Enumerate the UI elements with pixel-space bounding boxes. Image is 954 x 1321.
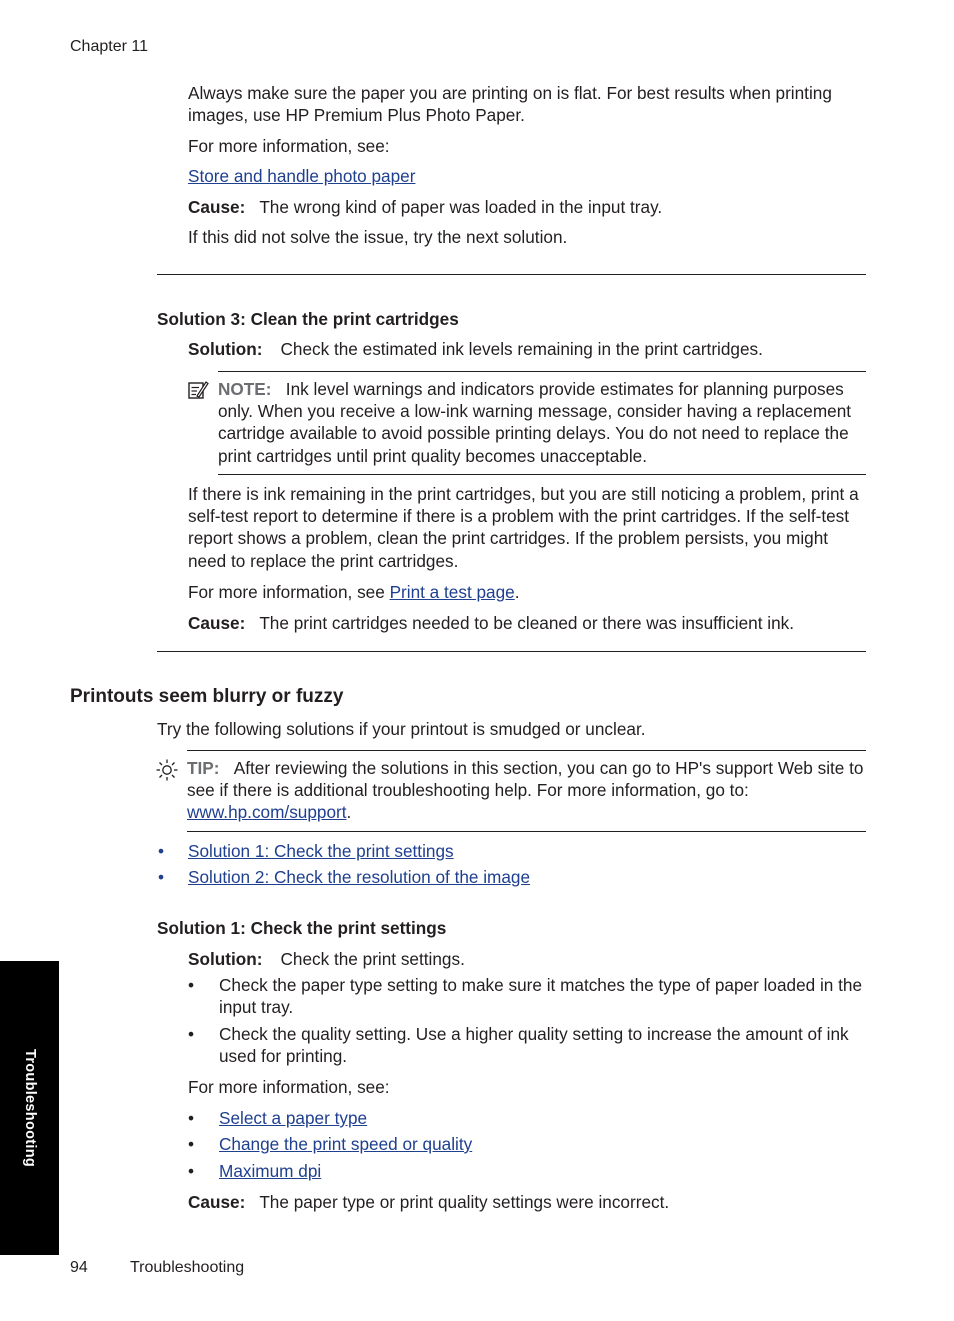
more-info-suffix: .: [514, 582, 520, 602]
solution-label: Solution:: [188, 339, 263, 359]
solution-label: Solution:: [188, 949, 263, 969]
link-solution-1[interactable]: Solution 1: Check the print settings: [188, 841, 454, 861]
bullet-marker: •: [158, 841, 165, 861]
chapter-header: Chapter 11: [70, 38, 148, 55]
cause-text: The paper type or print quality settings were incorrect.: [259, 1192, 670, 1212]
bullet-marker: •: [188, 1134, 195, 1154]
section-heading-blurry: Printouts seem blurry or fuzzy: [70, 686, 344, 707]
solution1-heading: Solution 1: Check the print settings: [157, 918, 447, 938]
bullet-marker: •: [188, 1161, 195, 1181]
link-maximum-dpi[interactable]: Maximum dpi: [219, 1161, 322, 1181]
note-top-rule: [218, 371, 866, 372]
cause-line-1: [188, 196, 662, 218]
footer-section: Troubleshooting: [130, 1259, 245, 1276]
solution-text: Check the estimated ink levels remaining in the print cartridges.: [280, 339, 763, 359]
settings-bullet-1: Check the paper type setting to make sure it matches the type of paper loaded in the input tray.: [219, 975, 863, 1018]
more-info-prefix: For more information, see: [188, 582, 390, 602]
link-hp-support[interactable]: www.hp.com/support: [187, 802, 347, 823]
cause-label: Cause:: [188, 613, 246, 633]
cause-text: The print cartridges needed to be cleaned or there was insufficient ink.: [259, 613, 795, 633]
side-tab-label: Troubleshooting: [21, 1048, 38, 1168]
cause-line-2: [188, 612, 794, 634]
tip-suffix: .: [346, 802, 352, 823]
link-change-print-speed[interactable]: Change the print speed or quality: [219, 1134, 473, 1154]
solution3-more-info: [188, 581, 520, 603]
bullet-marker: •: [188, 1108, 195, 1128]
solution-text: Check the print settings.: [280, 949, 465, 969]
tip-label: TIP:: [187, 758, 220, 778]
more-info-text: For more information, see:: [188, 1077, 390, 1097]
solution3-paragraph: If there is ink remaining in the print cartridges, but you are still noticing a problem, print a self-test report to determine if there is a problem with the print cartridges. If the self-test report shows a problem, clean the print cartridges. If the problem persists, you might need to replace the print cartridges.: [188, 484, 859, 571]
settings-bullet-2: Check the quality setting. Use a higher quality setting to increase the amount of ink used for printing.: [219, 1024, 849, 1067]
cause-label: Cause:: [188, 1192, 246, 1212]
note-bottom-rule: [218, 474, 866, 475]
divider: [157, 651, 866, 652]
intro-paragraph: Always make sure the paper you are printing on is flat. For best results when printing images, use HP Premium Plus Photo Paper.: [188, 83, 832, 126]
more-info-text: For more information, see:: [188, 136, 390, 156]
tip-text-block: [187, 757, 867, 824]
solution1-line: [188, 948, 465, 970]
blurry-intro: Try the following solutions if your printout is smudged or unclear.: [157, 719, 646, 739]
link-select-paper-type[interactable]: Select a paper type: [219, 1108, 368, 1128]
side-tab: [0, 961, 59, 1255]
solution3-heading: Solution 3: Clean the print cartridges: [157, 309, 459, 329]
note-text: Ink level warnings and indicators provide estimates for planning purposes only. When you receive a low-ink warning message, consider having a replacement cartridge available to avoid possible printing delays. You do not need to replace the print cartridges until print quality becomes unacceptable.: [218, 379, 852, 466]
bullet-marker: •: [188, 1024, 195, 1044]
divider: [157, 274, 866, 275]
bullet-marker: •: [188, 975, 195, 995]
link-print-test-page[interactable]: Print a test page: [389, 582, 515, 602]
tip-bottom-rule: [187, 831, 866, 832]
note-label: NOTE:: [218, 379, 272, 399]
bullet-marker: •: [158, 867, 165, 887]
solution3-line: [188, 338, 763, 360]
cause-line-3: [188, 1191, 669, 1213]
cause-text: The wrong kind of paper was loaded in the input tray.: [259, 197, 663, 217]
cause-label: Cause:: [188, 197, 246, 217]
next-solution-text: If this did not solve the issue, try the next solution.: [188, 227, 568, 247]
tip-top-rule: [187, 750, 866, 751]
note-icon: [187, 379, 209, 401]
tip-text: After reviewing the solutions in this section, you can go to HP's support Web site to see if there is additional troubleshooting help. For more information, go to:: [187, 758, 864, 801]
note-text-block: [218, 378, 868, 467]
link-store-handle-photo-paper[interactable]: Store and handle photo paper: [188, 166, 416, 186]
page-number: 94: [70, 1259, 88, 1276]
lightbulb-tip-icon: [155, 758, 179, 782]
link-solution-2[interactable]: Solution 2: Check the resolution of the image: [188, 867, 531, 887]
